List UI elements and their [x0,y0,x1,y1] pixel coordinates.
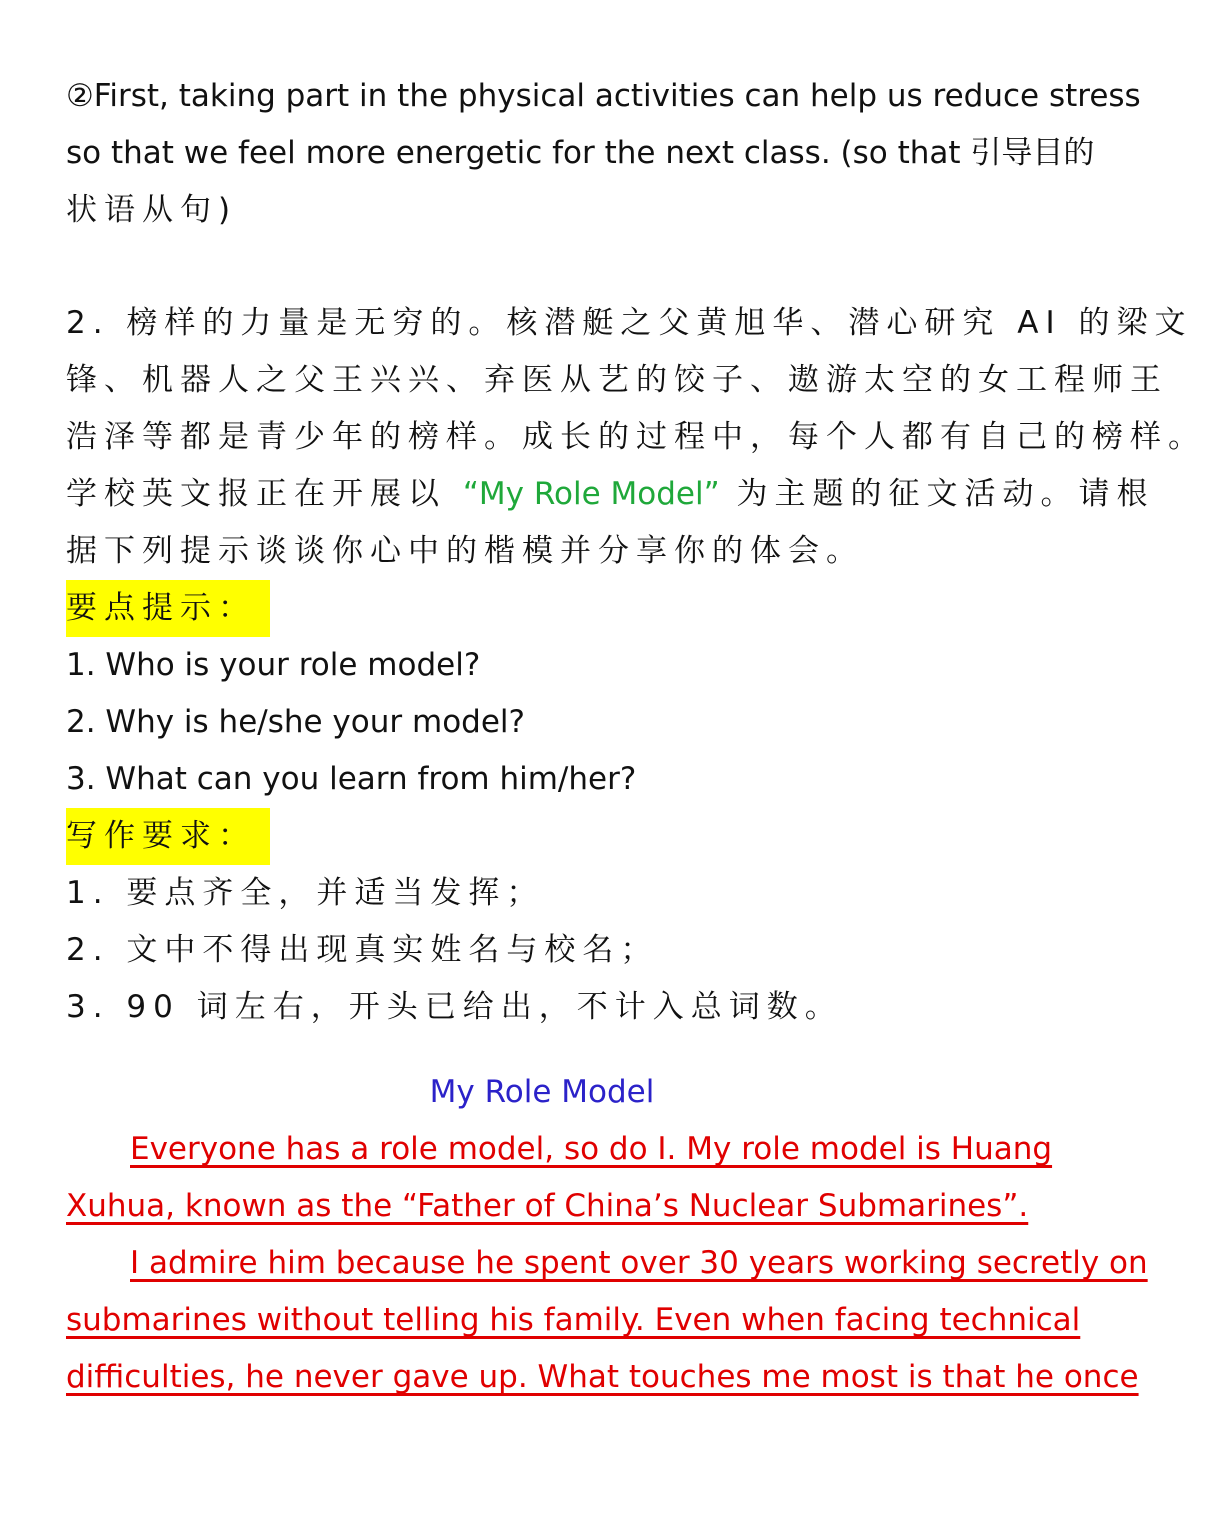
theme-title: “My Role Model” [462,476,720,512]
essay-line: difficulties, he never gave up. What touches me most is that he once [66,1359,1139,1395]
essay-body [66,1121,1148,1406]
essay-line: Xuhua, known as the “Father of China’s Nuclear Submarines”. [66,1188,1029,1224]
prompt-text: 为主题的征文活动。请根 [736,476,1155,512]
essay-line: Everyone has a role model, so do I. My role model is Huang [130,1131,1053,1167]
key-points-section [66,580,1018,808]
sentence-line: so that we feel more energetic for the next class. (so that 引导目的 [66,135,1095,171]
list-item: 2. 文中不得出现真实姓名与校名； [66,932,659,968]
spacer [66,239,1018,295]
writing-prompt [66,295,1206,580]
list-item: 3. What can you learn from him/her? [66,761,637,797]
essay-line: submarines without telling his family. Even when facing technical [66,1302,1081,1338]
list-item: 2. Why is he/she your model? [66,704,525,740]
prompt-line: 锋、机器人之父王兴兴、弃医从艺的饺子、遨游太空的女工程师王 [66,362,1168,398]
list-item: 1. 要点齐全，并适当发挥； [66,875,545,911]
essay-line: I admire him because he spent over 30 years working secretly on [130,1245,1148,1281]
prompt-line: 据下列提示谈谈你心中的楷模并分享你的体会。 [66,533,864,569]
sentence-line: 状语从句) [66,192,238,228]
essay-title: My Role Model [429,1074,655,1110]
list-item: 1. Who is your role model? [66,647,481,683]
list-item: 3. 90 词左右，开头已给出，不计入总词数。 [66,989,843,1025]
prompt-line: 2. 榜样的力量是无穷的。核潜艇之父黄旭华、潜心研究 AI 的梁文 [66,305,1193,341]
prompt-line [66,466,1155,523]
section-heading-row [66,580,1018,637]
requirements-section [66,808,1018,1036]
prompt-line: 浩泽等都是青少年的榜样。成长的过程中，每个人都有自己的榜样。 [66,419,1206,455]
requirements-heading: 写作要求： [66,808,270,865]
sentence-line: ②First, taking part in the physical activities can help us reduce stress [66,78,1141,114]
key-points-heading: 要点提示： [66,580,270,637]
prompt-text: 学校英文报正在开展以 [66,476,446,512]
previous-sentence-block [66,68,1141,239]
section-heading-row [66,808,1018,865]
